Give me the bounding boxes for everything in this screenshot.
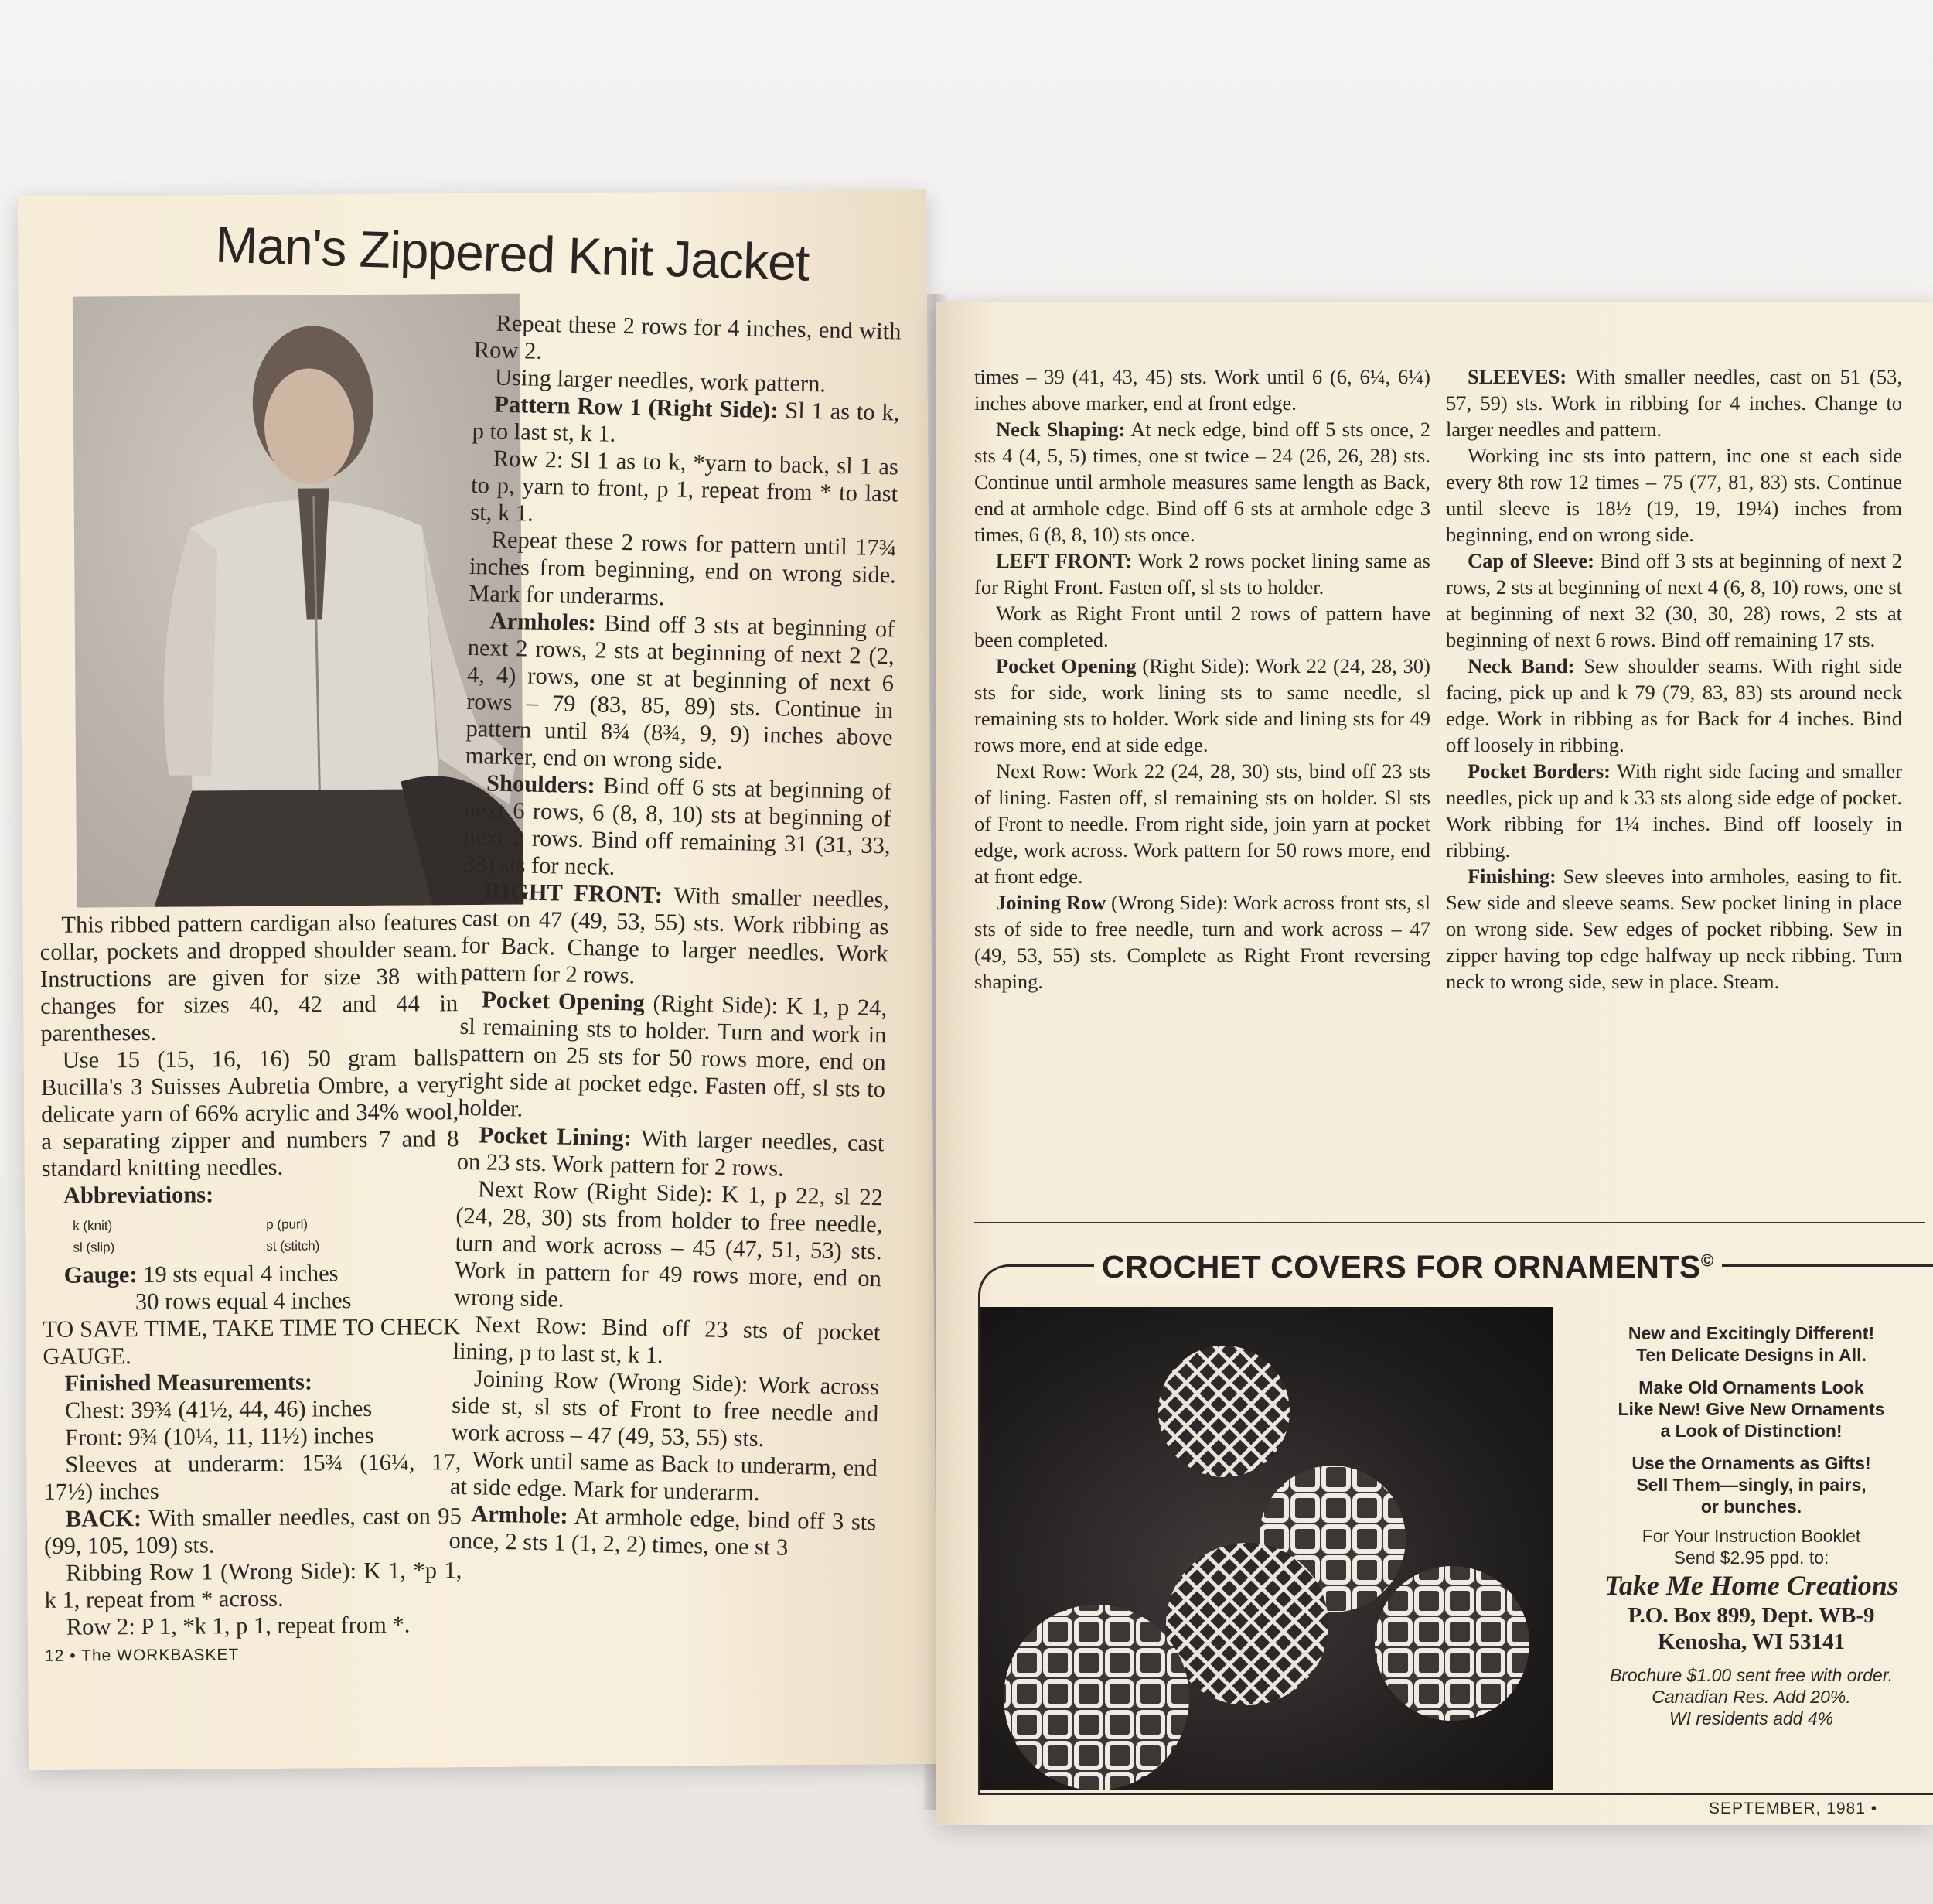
left-front-text: Work 2 rows pocket lining same as for Right Front. Fasten off, sl sts to holder. [974,549,1430,599]
finishing-heading: Finishing: [1468,865,1556,888]
front-measurement: Front: 9¾ (10¼, 11, 11½) inches [64,1421,374,1451]
neck-band-heading: Neck Band: [1468,654,1575,677]
gauge-heading: Gauge: [63,1261,138,1288]
yarn-paragraph: Use 15 (15, 16, 16) 50 gram balls Bucilla's 3 Suisses Aubretia Ombre, a very delicate yarn of 66% acrylic and 34% wool, a separating zipper and numbers 7 and 8 standard knitting needles. [40,1044,459,1182]
abbr-purl: p (purl) [266,1216,309,1232]
abbr-knit: k (knit) [73,1218,113,1234]
right-page-column-1 [974,363,1430,995]
cap-of-sleeve-heading: Cap of Sleeve: [1468,549,1594,572]
check-gauge-note: TO SAVE TIME, TAKE TIME TO CHECK GAUGE. [43,1313,461,1370]
pocket-opening-text-2: (Right Side): Work 22 (24, 28, 30) sts for side, work lining sts to same needle, sl remaining sts to holder. Work side and lining sts for 49 rows more, end at side edge. [974,654,1430,756]
neck-band-text: Sew shoulder seams. With right side facing, pick up and k 79 (79, 83, 83) sts around neck edge. Work in ribbing as for Back for 4 inches. Bind off loosely in ribbing. [1446,654,1902,756]
gauge-stitches: 19 sts equal 4 inches [143,1260,339,1288]
cap-of-sleeve-text: Bind off 3 sts at beginning of next 2 rows, 2 sts at beginning of next 4 (6, 8, 10) rows, one st at beginning of next 32 (30, 30, 28) rows, 2 sts at beginning of next 6 rows. Bind off remaining 17 sts. [1446,549,1903,651]
underarm-paragraph: Repeat these 2 rows for pattern until 17¾ inches from beginning, end on wrong side. Mark for underarms. [468,526,897,611]
neck-shaping-text: At neck edge, bind off 5 sts once, 2 sts 4 (4, 5, 5) times, one st twice – 24 (26, 26, 28) sts. Continue until armhole measures same length as Back, end at armhole edge. Bind off 6 sts at armhole edge 3 times, 6 (8, 8, 10) sts once. [974,418,1430,546]
sleeve-increase-paragraph: Working inc sts into pattern, inc one st each side every 8th row 12 times – 75 (77, 81, 83) sts. Continue until sleeve is 18½ (19, 19, 19¼) inches from beginning, end on wrong side. [1446,444,1902,546]
joining-row: Joining Row (Wrong Side): Work across side st, sl sts of Front to free needle and work across – 47 (49, 53, 55) sts. [451,1365,880,1452]
abbr-stitch: st (stitch) [266,1238,320,1254]
ad-line-9: For Your Instruction Booklet [1642,1526,1861,1546]
joining-row-heading: Joining Row [996,891,1106,914]
canadian-note: Canadian Res. Add 20%. [1652,1687,1851,1707]
armhole-text: At armhole edge, bind off 3 sts once, 2 sts 1 (1, 2, 2) times, one st 3 [448,1503,877,1561]
ad-copy [1558,1322,1933,1729]
article-title: Man's Zippered Knit Jacket [214,215,810,292]
ad-line-6: Use the Ornaments as Gifts! [1631,1453,1871,1473]
armhole-heading: Armhole: [470,1500,569,1529]
ad-line-7: Sell Them—singly, in pairs, [1636,1475,1867,1495]
sleeves-text: With smaller needles, cast on 51 (53, 57, 59) sts. Work in ribbing for 4 inches. Change to larger needles and pattern. [1446,365,1902,441]
wi-note: WI residents add 4% [1669,1708,1834,1728]
left-page [18,190,937,1770]
ad-line-4: Like New! Give New Ornaments [1618,1399,1885,1419]
gauge-rows: 30 rows equal 4 inches [135,1287,352,1315]
next-row-bind-off: Next Row: Bind off 23 sts of pocket lining, p to last st, k 1. [452,1311,881,1369]
ornaments-illustration [980,1307,1553,1790]
back-text: With smaller needles, cast on 95 (99, 105, 109) sts. [43,1503,462,1559]
pocket-opening-text: (Right Side): K 1, p 24, sl remaining sts to holder. Turn and work in pattern on 25 sts for 50 rows more, end on right side at pocket edge. Fasten off, sl sts to holder. [457,990,888,1122]
shoulders-heading: Shoulders: [486,769,596,799]
abbreviations-heading: Abbreviations: [63,1181,214,1209]
continued-paragraph: times – 39 (41, 43, 45) sts. Work until 6 (6, 6¼, 6¼) inches above marker, end at front edge. [974,365,1430,415]
pocket-lining-heading: Pocket Lining: [479,1121,632,1152]
pattern-row-1-text: Sl 1 as to k, p to last st, k 1. [472,397,900,447]
right-folio: SEPTEMBER, 1981 • [1709,1800,1878,1817]
ad-line-3: Make Old Ornaments Look [1638,1377,1864,1397]
pocket-lining-text: With larger needles, cast on 23 sts. Work pattern for 2 rows. [456,1124,885,1182]
next-row-paragraph: Next Row: Work 22 (24, 28, 30) sts, bind off 23 sts of lining. Fasten off, sl remaining sts on holder. Sl sts of Front to needle. From right side, join yarn at pocket edge, work across. Work pattern for 50 rows more, end at front edge. [974,759,1430,888]
right-column-left-page [448,309,902,1563]
left-folio: 12 • The WORKBASKET [45,1646,240,1665]
ad-line-2: Ten Delicate Designs in All. [1636,1345,1867,1365]
measurements-heading: Finished Measurements: [64,1368,313,1397]
work-as-right-front: Work as Right Front until 2 rows of pattern have been completed. [974,602,1430,651]
ad-line-10: Send $2.95 ppd. to: [1673,1547,1829,1568]
left-front-heading: LEFT FRONT: [996,549,1133,572]
pocket-opening-heading-2: Pocket Opening [996,654,1137,677]
ad-line-1: New and Excitingly Different! [1628,1323,1875,1343]
left-column [39,909,462,1670]
work-until-paragraph: Work until same as Back to underarm, end at side edge. Mark for underarm. [449,1446,878,1506]
repeat-rows-paragraph: Repeat these 2 rows for 4 inches, end with Row 2. [473,309,902,364]
right-front-text: With smaller needles, cast on 47 (49, 53, 55) sts. Work ribbing as for Back. Change to larger needles. Work pattern for 2 rows. [460,882,890,989]
section-divider [974,1222,1925,1223]
larger-needles-paragraph: Using larger needles, work pattern. [494,363,827,398]
address-line-1: P.O. Box 899, Dept. WB-9 [1628,1603,1875,1628]
sleeve-measurement: Sleeves at underarm: 15¾ (16¼, 17, 17½) inches [43,1448,462,1505]
company-name: Take Me Home Creations [1604,1570,1898,1601]
ornaments-photo [980,1307,1553,1790]
jacket-model-photo [73,294,524,908]
armholes-heading: Armholes: [489,607,597,636]
intro-paragraph: This ribbed pattern cardigan also features collar, pockets and dropped shoulder seam. Instructions are given for size 38 with changes for sizes 40, 42 and 44 in parentheses. [39,909,459,1046]
finishing-text: Sew sleeves into armholes, easing to fit. Sew side and sleeve seams. Sew pocket lining in place on wrong side. Sew edges of pocket ribbing. Sew in zipper having top edge halfway up neck ribbing. Turn neck to wrong side, sew in place. Steam. [1446,865,1902,993]
right-page-column-2 [1446,363,1902,995]
ribbing-row-2: Row 2: P 1, *k 1, p 1, repeat from *. [66,1611,411,1640]
abbr-slip: sl (slip) [73,1240,115,1255]
model-illustration [73,294,524,908]
pocket-borders-text: With right side facing and smaller needles, pick up and k 33 sts along side edge of pocket. Work ribbing for 1¼ inches. Bind off loosely in ribbing. [1446,759,1902,862]
ribbing-row-1: Ribbing Row 1 (Wrong Side): K 1, *p 1, k 1, repeat from * across. [44,1557,462,1613]
chest-measurement: Chest: 39¾ (41½, 44, 46) inches [64,1394,373,1424]
joining-row-text: (Wrong Side): Work across front sts, sl sts of side to free needle, turn and work across – 47 (49, 53, 55) sts. Complete as Right Front reversing shaping. [974,891,1430,993]
pocket-borders-heading: Pocket Borders: [1468,759,1611,783]
ad-line-5: a Look of Distinction! [1660,1421,1843,1441]
next-row-right-side: Next Row (Right Side): K 1, p 22, sl 22 (24, 28, 30) sts from holder to free needle, turn and work across – 45 (47, 51, 53) sts. Work in pattern for 49 rows more, end on wrong side. [453,1175,884,1312]
address-line-2: Kenosha, WI 53141 [1658,1629,1845,1654]
neck-shaping-heading: Neck Shaping: [996,418,1126,441]
abbreviations-list [42,1213,459,1259]
pattern-row-1-heading: Pattern Row 1 (Right Side): [494,391,779,424]
shoulders-text: Bind off 6 sts at beginning of next 6 rows, 6 (8, 8, 10) sts at beginning of next 2 rows. Bind off remaining 31 (31, 33, 33) sts for neck. [462,772,892,880]
ad-line-8: or bunches. [1700,1496,1802,1517]
pocket-opening-heading: Pocket Opening [481,986,646,1016]
sleeves-heading: SLEEVES: [1468,365,1567,388]
pattern-row-2: Row 2: Sl 1 as to k, *yarn to back, sl 1 as to p, yarn to front, p 1, repeat from * to last st, k 1. [470,445,899,527]
brochure-note: Brochure $1.00 sent free with order. [1609,1665,1894,1685]
back-heading: BACK: [65,1505,142,1532]
ad-title: CROCHET COVERS FOR ORNAMENTS© [1094,1249,1722,1285]
armholes-text: Bind off 3 sts at beginning of next 2 rows, 2 sts at beginning of next 2 (2, 4, 4) rows, one st at beginning of next 6 rows – 79 (83, 85, 89) sts. Continue in pattern until 8¾ (8¾, 9, 9) inches above marker, end on wrong side. [465,609,895,774]
right-page [936,302,1933,1825]
right-front-heading: RIGHT FRONT: [483,878,663,909]
